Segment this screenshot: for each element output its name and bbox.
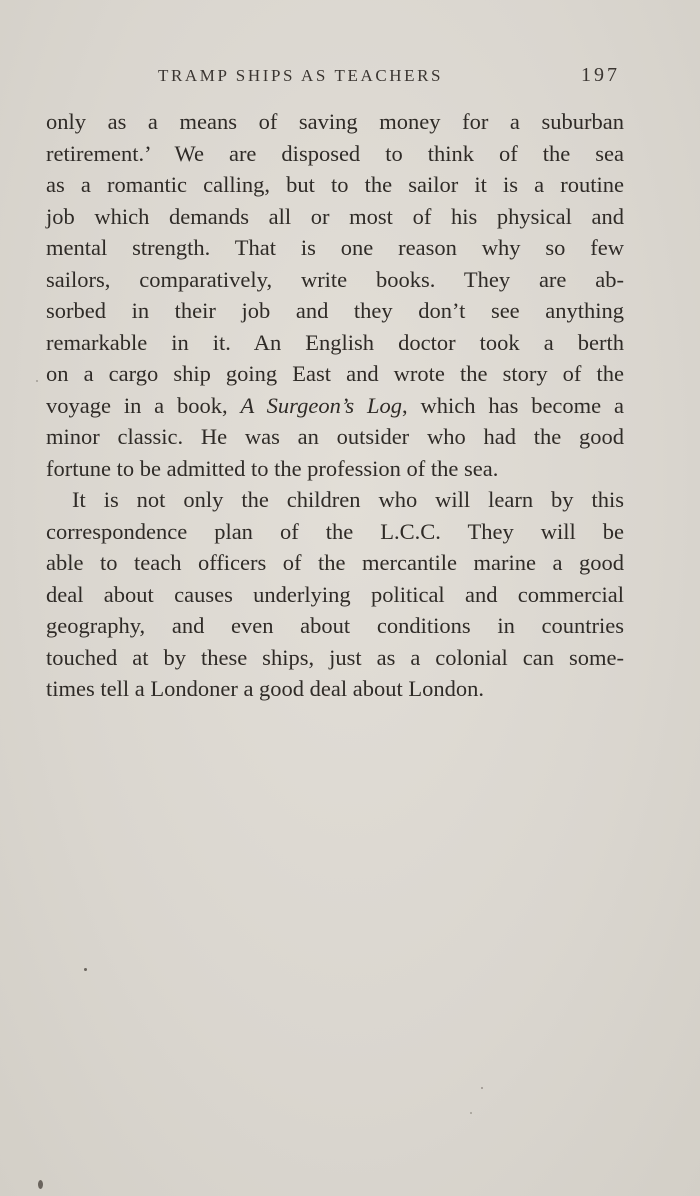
paper-speck — [38, 1180, 43, 1189]
text-line-13: It is not only the children who will learn by this — [72, 487, 624, 512]
text-line-8: remarkable in it. An English doctor took a berth — [46, 329, 624, 355]
paper-speck — [84, 968, 87, 971]
text-line-12: fortune to be admitted to the profession of the sea. — [46, 455, 499, 481]
text-line-6: sailors, comparatively, write books. They are ab- — [46, 266, 624, 292]
text-line-15: able to teach officers of the mercantile marine a good — [46, 550, 624, 575]
page-number: 197 — [581, 64, 620, 86]
text-line-10-start: voyage in a book, — [46, 392, 241, 418]
text-line-5: mental strength. That is one reason why so few — [46, 235, 624, 260]
paper-speck — [36, 380, 38, 382]
text-line-10-end: , which has become a — [402, 392, 624, 418]
running-head — [46, 64, 624, 92]
text-line-1: only as a means of saving money for a suburban — [46, 109, 624, 134]
text-line-7: sorbed in their job and they don’t see anything — [46, 298, 624, 323]
text-line-11: minor classic. He was an outsider who had the good — [46, 424, 624, 449]
text-line-10 — [46, 390, 624, 422]
text-line-16: deal about causes underlying political and commercial — [46, 581, 624, 607]
text-line-14: correspondence plan of the L.C.C. They will be — [46, 518, 624, 544]
text-line-9: on a cargo ship going East and wrote the story of the — [46, 361, 624, 386]
text-line-17: geography, and even about conditions in countries — [46, 613, 624, 638]
text-line-2: retirement.’ We are disposed to think of the sea — [46, 140, 624, 166]
paper-speck — [481, 1087, 483, 1089]
body-text — [46, 106, 624, 705]
paper-speck — [470, 1112, 472, 1114]
text-line-4: job which demands all or most of his physical and — [46, 203, 624, 229]
text-line-18: touched at by these ships, just as a colonial can some- — [46, 644, 624, 670]
running-title: TRAMP SHIPS AS TEACHERS — [158, 66, 444, 85]
text-line-19: times tell a Londoner a good deal about London. — [46, 676, 485, 701]
book-title: A Surgeon’s Log — [240, 392, 403, 418]
text-line-3: as a romantic calling, but to the sailor it is a routine — [46, 172, 624, 197]
